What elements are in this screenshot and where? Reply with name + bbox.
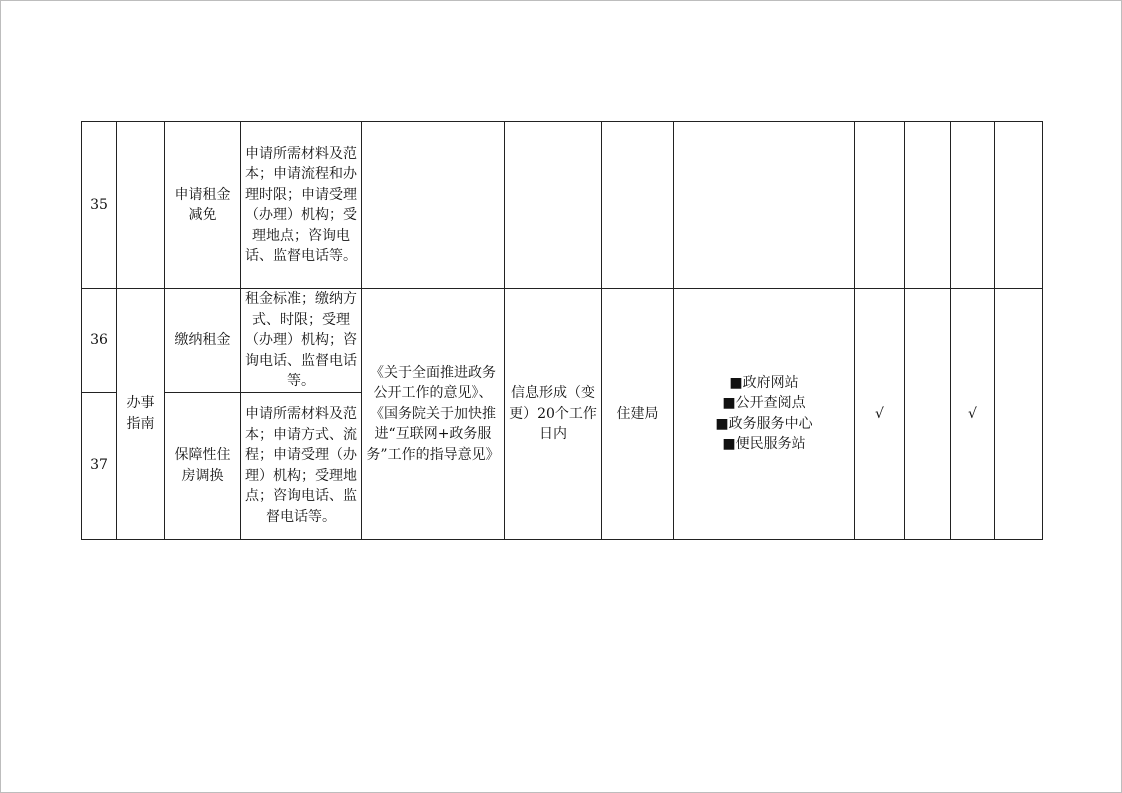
table-row [82, 289, 1043, 393]
row-number: 37 [82, 392, 117, 539]
row-number: 36 [82, 289, 117, 393]
checkmark-cell [905, 289, 951, 540]
empty-cell [905, 122, 951, 289]
empty-cell [505, 122, 602, 289]
item-content: 申请所需材料及范本；申请流程和办理时限；申请受理（办理）机构；受理地点；咨询电话、监督电话等。 [241, 122, 362, 289]
item-name: 保障性住房调换 [165, 392, 241, 539]
item-content: 租金标准；缴纳方式、时限；受理（办理）机构；咨询电话、监督电话等。 [241, 289, 362, 393]
row-number: 35 [82, 122, 117, 289]
item-name: 申请租金减免 [165, 122, 241, 289]
empty-cell [362, 122, 505, 289]
category-cell: 办事指南 [117, 289, 165, 540]
channels-cell [674, 289, 855, 540]
empty-cell [995, 122, 1043, 289]
empty-cell [855, 122, 905, 289]
channel-item: ■政务服务中心 [715, 415, 813, 432]
channel-item: ■公开查阅点 [722, 395, 806, 412]
channel-item: ■便民服务站 [722, 436, 806, 453]
item-content: 申请所需材料及范本；申请方式、流程；申请受理（办理）机构；受理地点；咨询电话、监督电话等。 [241, 392, 362, 539]
checkmark-cell: √ [951, 289, 995, 540]
table-row [82, 122, 1043, 289]
checkmark-cell: √ [855, 289, 905, 540]
channel-item: ■政府网站 [729, 374, 799, 391]
disclosure-table [81, 121, 1043, 540]
empty-cell [951, 122, 995, 289]
basis-cell: 《关于全面推进政务公开工作的意见》、《国务院关于加快推进“互联网+政务服务”工作的指导意见》 [362, 289, 505, 540]
item-name: 缴纳租金 [165, 289, 241, 393]
department-cell: 住建局 [602, 289, 674, 540]
time-limit-cell: 信息形成（变更）20个工作日内 [505, 289, 602, 540]
empty-cell [674, 122, 855, 289]
empty-cell [602, 122, 674, 289]
checkmark-cell [995, 289, 1043, 540]
empty-cell [117, 122, 165, 289]
